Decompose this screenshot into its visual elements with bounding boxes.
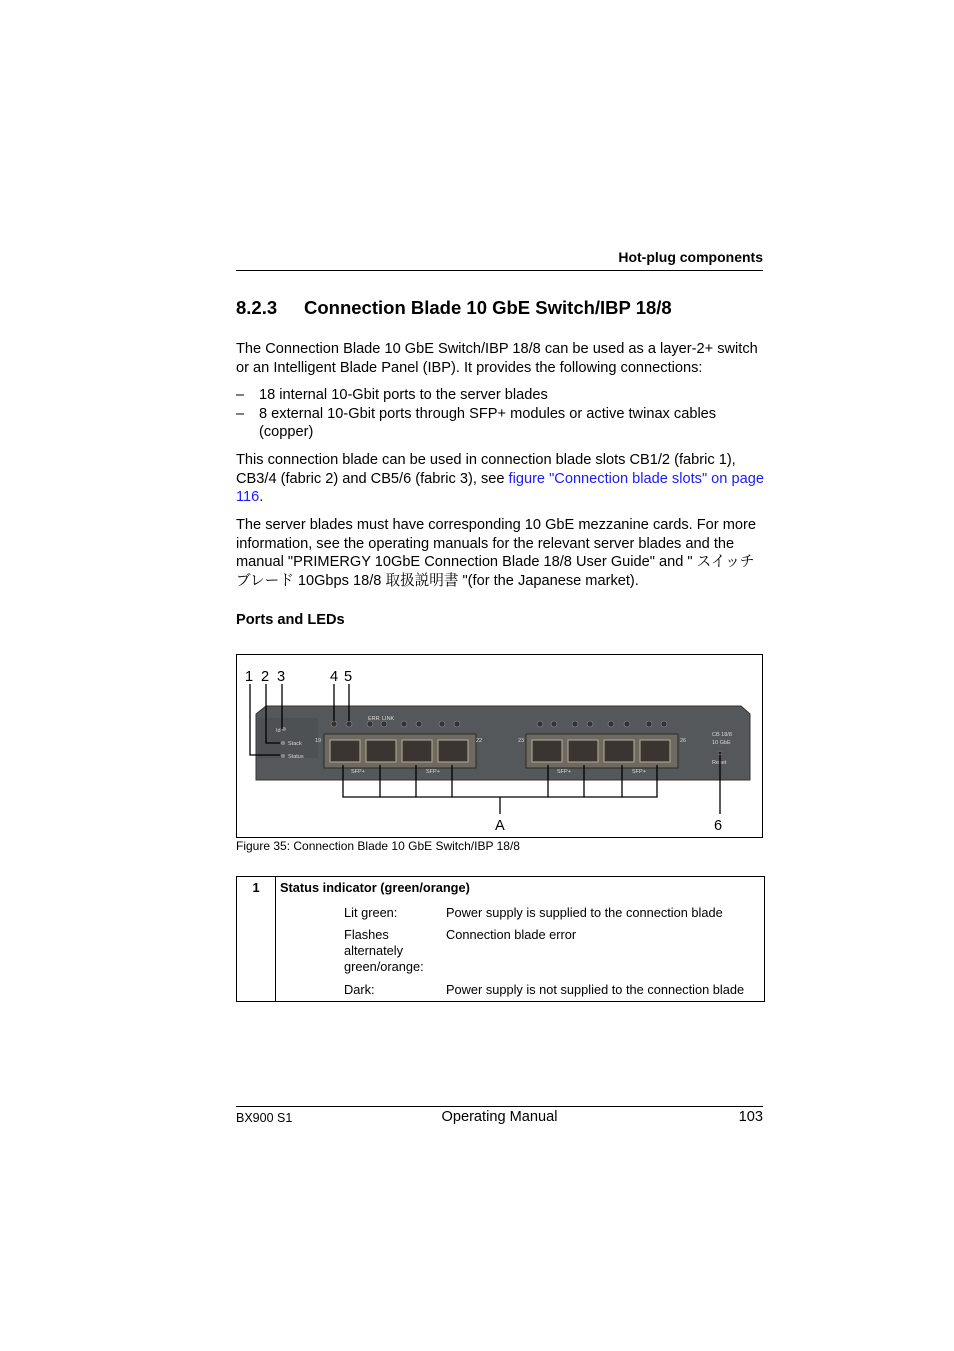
led-table <box>236 876 765 1002</box>
model-label-1: CB 18/8 <box>712 732 732 738</box>
callout-1: 1 <box>245 669 254 685</box>
callout-4: 4 <box>330 669 339 685</box>
footer-rule <box>236 1106 763 1107</box>
figure-frame <box>236 654 763 838</box>
connections-list <box>236 386 766 442</box>
connection-blade-figure <box>236 654 763 838</box>
led-meaning: Power supply is not supplied to the connection blade <box>446 982 765 1002</box>
port-19-label: 19 <box>315 738 322 744</box>
mezzanine-paragraph: The server blades must have corresponding 10 GbE mezzanine cards. For more information, see the operating manuals for the relevant server blades and the manual "PRIMERGY 10GbE Connection Blade 18/8 User Guide" and " スイッチブレード 10Gbps 18/8 取扱説明書 "(for the Japanese market). <box>236 517 756 589</box>
led-state: Flashes alternately green/orange: <box>344 927 424 974</box>
reset-button <box>718 751 722 755</box>
model-label-2: 10 GbE <box>712 740 731 746</box>
led-state: Dark: <box>276 982 447 1002</box>
section-title: Connection Blade 10 GbE Switch/IBP 18/8 <box>304 297 672 318</box>
page-number: 103 <box>738 1109 763 1125</box>
running-header: Hot-plug components <box>618 249 763 265</box>
table-row <box>237 982 765 1002</box>
err-label: ERR <box>368 716 380 722</box>
stack-label: Stack <box>288 741 302 747</box>
sfp-label-3: SFP+ <box>557 769 571 775</box>
sfp-label-4: SFP+ <box>632 769 646 775</box>
led-number: 1 <box>237 877 276 1002</box>
led-meaning: Connection blade error <box>446 927 765 982</box>
sfp-label-2: SFP+ <box>426 769 440 775</box>
callout-2: 2 <box>261 669 270 685</box>
id-label: Id <box>276 728 281 734</box>
callout-a: A <box>495 818 505 834</box>
table-row <box>237 927 765 982</box>
slots-paragraph: This connection blade can be used in connection blade slots CB1/2 (fabric 1), CB3/4 (fabric 2) and CB5/6 (fabric 3), see figure "Connection blade slots" on page 116. <box>236 452 764 505</box>
footer-manual-title: Operating Manual <box>441 1109 558 1125</box>
list-item: – 18 internal 10-Gbit ports to the server blades <box>236 387 548 403</box>
sfp-label-1: SFP+ <box>351 769 365 775</box>
indicator-area <box>258 718 318 758</box>
port-23-label: 23 <box>518 738 525 744</box>
status-led <box>281 754 285 758</box>
section-heading <box>236 297 672 319</box>
led-title: Status indicator (green/orange) <box>276 877 765 902</box>
list-item: – 8 external 10-Gbit ports through SFP+ modules or active twinax cables (copper) <box>236 405 717 440</box>
led-state: Lit green: <box>344 905 398 920</box>
table-row <box>237 877 765 902</box>
callout-6: 6 <box>714 818 723 834</box>
status-label: Status <box>288 754 304 760</box>
header-rule <box>236 270 763 271</box>
footer-product: BX900 S1 <box>236 1111 293 1125</box>
table-row <box>237 901 765 927</box>
led-meaning: Power supply is supplied to the connection blade <box>446 901 765 927</box>
callout-3: 3 <box>277 669 286 685</box>
intro-paragraph: The Connection Blade 10 GbE Switch/IBP 18/8 can be used as a layer-2+ switch or an Intelligent Blade Panel (IBP). It provides the following connections: <box>236 341 758 376</box>
callout-5: 5 <box>344 669 353 685</box>
stack-led <box>281 741 285 745</box>
figure-caption: Figure 35: Connection Blade 10 GbE Switch/IBP 18/8 <box>236 839 520 853</box>
link-label: LINK <box>382 716 395 722</box>
section-number: 8.2.3 <box>236 297 278 318</box>
port-26-label: 26 <box>680 738 687 744</box>
port-22-label: 22 <box>476 738 483 744</box>
reset-label: Reset <box>712 760 727 766</box>
ports-leds-heading: Ports and LEDs <box>236 612 345 628</box>
connection-blade-slots-link[interactable]: figure "Connection blade slots" on page 116 <box>236 470 764 505</box>
